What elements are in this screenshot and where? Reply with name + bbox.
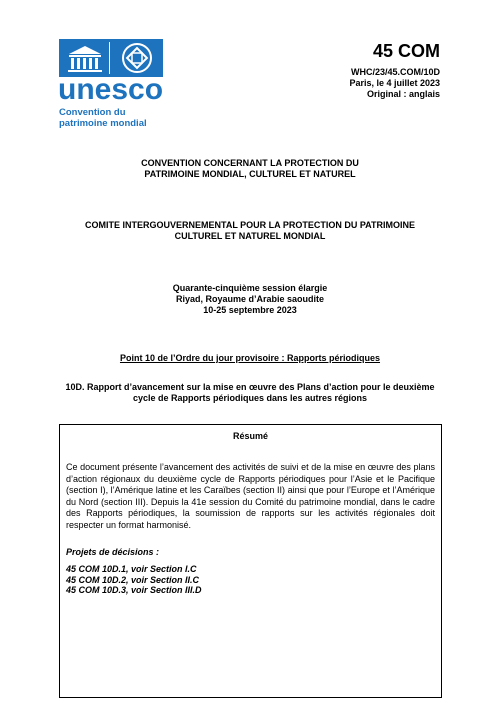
committee-title-line-2: CULTUREL ET NATUREL MONDIAL <box>174 231 326 241</box>
draft-decisions-title: Projets de décisions : <box>66 547 160 557</box>
document-reference: WHC/23/45.COM/10D <box>350 67 440 77</box>
report-title <box>0 382 500 404</box>
agenda-item-wrap <box>0 353 500 364</box>
committee-title <box>0 220 500 242</box>
draft-decision-item: 45 COM 10D.3, voir Section III.D <box>66 585 202 595</box>
logo-subtitle-line-1: Convention du <box>59 107 126 118</box>
report-title-line-2: cycle de Rapports périodiques dans les autres régions <box>132 393 368 403</box>
summary-body: Ce document présente l’avancement des activités de suivi et de la mise en œuvre des plans d’action régionaux du deuxième cycle de Rapports périodiques pour l’Asie et le Pacifique (section I), l’Amérique latine et les Caraïbes (section II) ainsi que pour l’Europe et l’Amérique du Nord (section III). Depuis la 41e session du Comité du patrimoine mondial, dans le cadre des Rapports périodiques, la soumission de rapports sur les activités régionales doit respecter un format harmonisé. <box>66 462 435 530</box>
unesco-logo <box>59 39 163 77</box>
world-heritage-emblem-icon <box>111 39 163 77</box>
convention-title-line-2: PATRIMOINE MONDIAL, CULTUREL ET NATUREL <box>144 169 356 179</box>
draft-decisions-list <box>66 564 202 596</box>
session-name: Quarante-cinquième session élargie <box>172 283 328 293</box>
convention-title-line-1: CONVENTION CONCERNANT LA PROTECTION DU <box>141 158 359 168</box>
session-dates: 10-25 septembre 2023 <box>203 305 297 315</box>
document-meta <box>349 67 440 100</box>
agenda-item: Point 10 de l’Ordre du jour provisoire : Rapports périodiques <box>119 353 381 363</box>
committee-title-line-1: COMITE INTERGOUVERNEMENTAL POUR LA PROTECTION DU PATRIMOINE <box>84 220 415 230</box>
report-title-line-1: 10D. Rapport d’avancement sur la mise en œuvre des Plans d’action pour le deuxième <box>65 382 435 392</box>
draft-decision-item: 45 COM 10D.1, voir Section I.C <box>66 564 197 574</box>
summary-title: Résumé <box>232 431 268 441</box>
logo-subtitle <box>59 107 147 129</box>
place-date: Paris, le 4 juillet 2023 <box>349 78 440 88</box>
summary-box <box>59 424 442 698</box>
session-location: Riyad, Royaume d’Arabie saoudite <box>175 294 325 304</box>
original-language: Original : anglais <box>366 89 440 99</box>
draft-decision-item: 45 COM 10D.2, voir Section II.C <box>66 574 200 585</box>
session-code: 45 COM <box>372 41 440 61</box>
convention-title <box>0 158 500 180</box>
temple-icon <box>59 39 111 77</box>
logo-subtitle-line-2: patrimoine mondial <box>59 118 147 129</box>
session-info <box>0 283 500 316</box>
unesco-wordmark: unesco <box>58 73 164 106</box>
